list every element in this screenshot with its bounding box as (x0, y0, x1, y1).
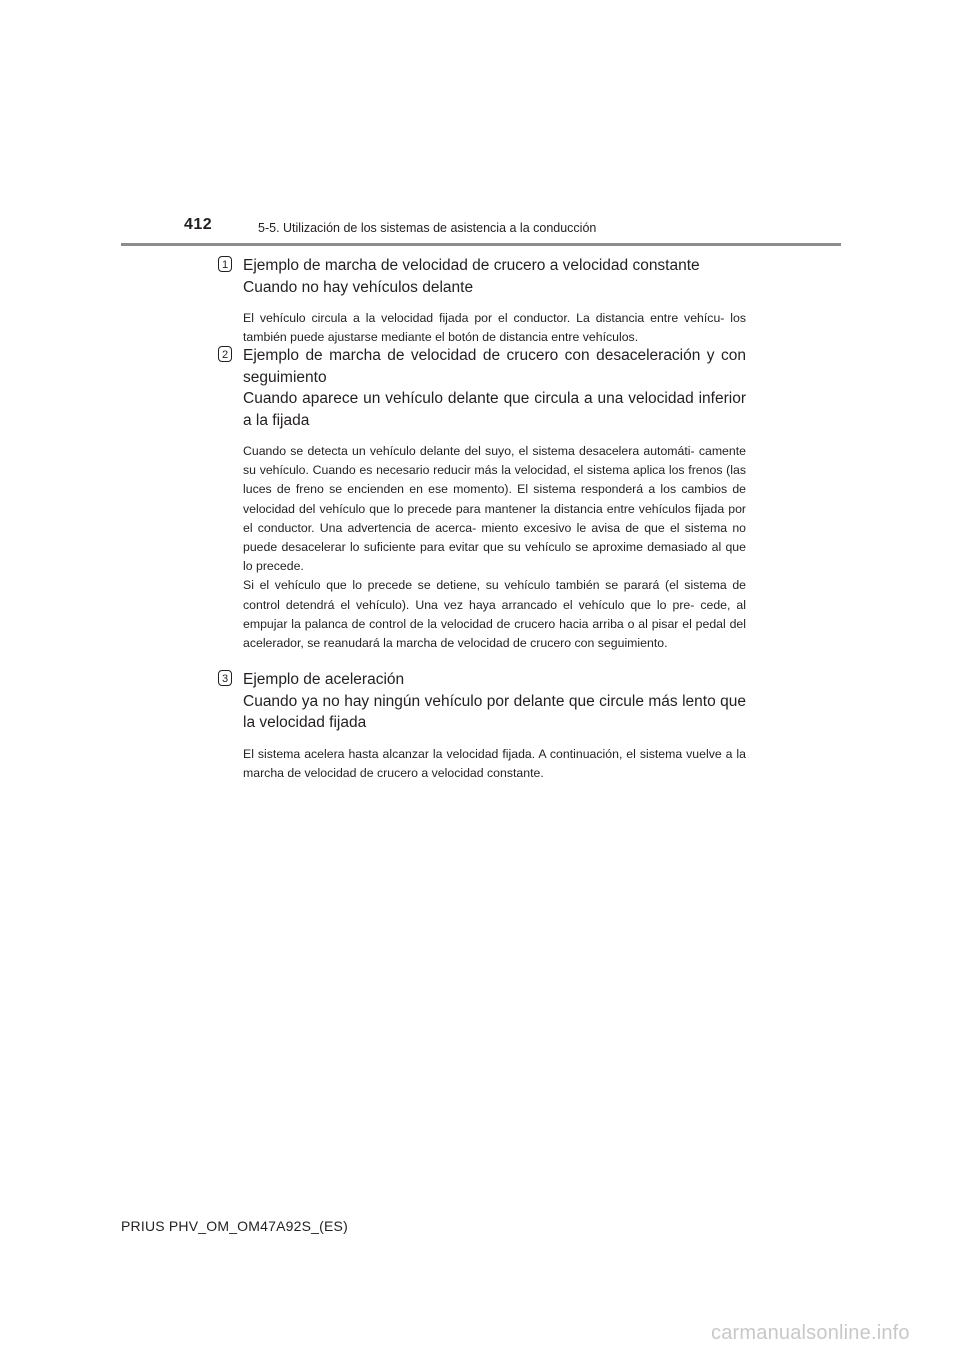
document-code: PRIUS PHV_OM_OM47A92S_(ES) (121, 1218, 348, 1234)
item-number-badge: 2 (218, 346, 232, 362)
item-body (243, 309, 746, 347)
item-subtitle-line: Cuando aparece un vehículo delante que circula a una velocidad inferior a la fijada (243, 390, 746, 429)
watermark-text: carmanualsonline.info (711, 1322, 910, 1344)
body-paragraph: El vehículo circula a la velocidad fijada por el conductor. La distancia entre vehícu- los también puede ajustarse mediante el botón de distancia entre vehículos. (243, 311, 746, 345)
page-number: 412 (184, 216, 213, 233)
list-item-2 (218, 345, 746, 653)
item-subtitle-line: Cuando no hay vehículos delante (243, 278, 474, 296)
section-header: 5-5. Utilización de los sistemas de asistencia a la conducción (258, 221, 597, 235)
item-title (243, 345, 746, 431)
list-item-3 (218, 669, 746, 783)
item-number-badge: 3 (218, 670, 232, 686)
item-title (243, 669, 746, 734)
item-body (243, 442, 746, 653)
item-title-line: Ejemplo de marcha de velocidad de crucero a velocidad constante (243, 257, 700, 274)
list-item-1 (218, 255, 746, 347)
item-title-line: Ejemplo de marcha de velocidad de crucero con desaceleración y con seguimiento (243, 347, 746, 386)
item-subtitle-line: Cuando ya no hay ningún vehículo por delante que circule más lento que la velocidad fijada (243, 692, 746, 731)
item-number-badge: 1 (218, 256, 232, 272)
body-paragraph: El sistema acelera hasta alcanzar la velocidad fijada. A continuación, el sistema vuelve a la marcha de velocidad de crucero a velocidad constante. (243, 746, 746, 780)
body-paragraph: Si el vehículo que lo precede se detiene, su vehículo también se parará (el sistema de control detendrá el vehículo). Una vez haya arrancado el vehículo que lo pre- cede, al empujar la palanca de control de la velocidad de crucero hacia arriba o al pisar el pedal del acelerador, se reanudará la marcha de velocidad de crucero con seguimiento. (243, 578, 746, 651)
item-title (243, 255, 746, 298)
item-body (243, 745, 746, 783)
header-divider (121, 243, 841, 246)
item-title-line: Ejemplo de aceleración (243, 671, 405, 688)
body-paragraph: Cuando se detecta un vehículo delante del suyo, el sistema desacelera automáti- camente su vehículo. Cuando es necesario reducir más la velocidad, el sistema aplica los frenos (las luces de freno se encienden en ese momento). El sistema responderá a los cambios de velocidad del vehículo que lo precede para mantener la distancia entre vehículos fijada por el conductor. Una advertencia de acerca- miento excesivo le avisa de que el sistema no puede desacelerar lo suficiente para evitar que su vehículo se aproxime demasiado al que lo precede. (243, 444, 746, 574)
